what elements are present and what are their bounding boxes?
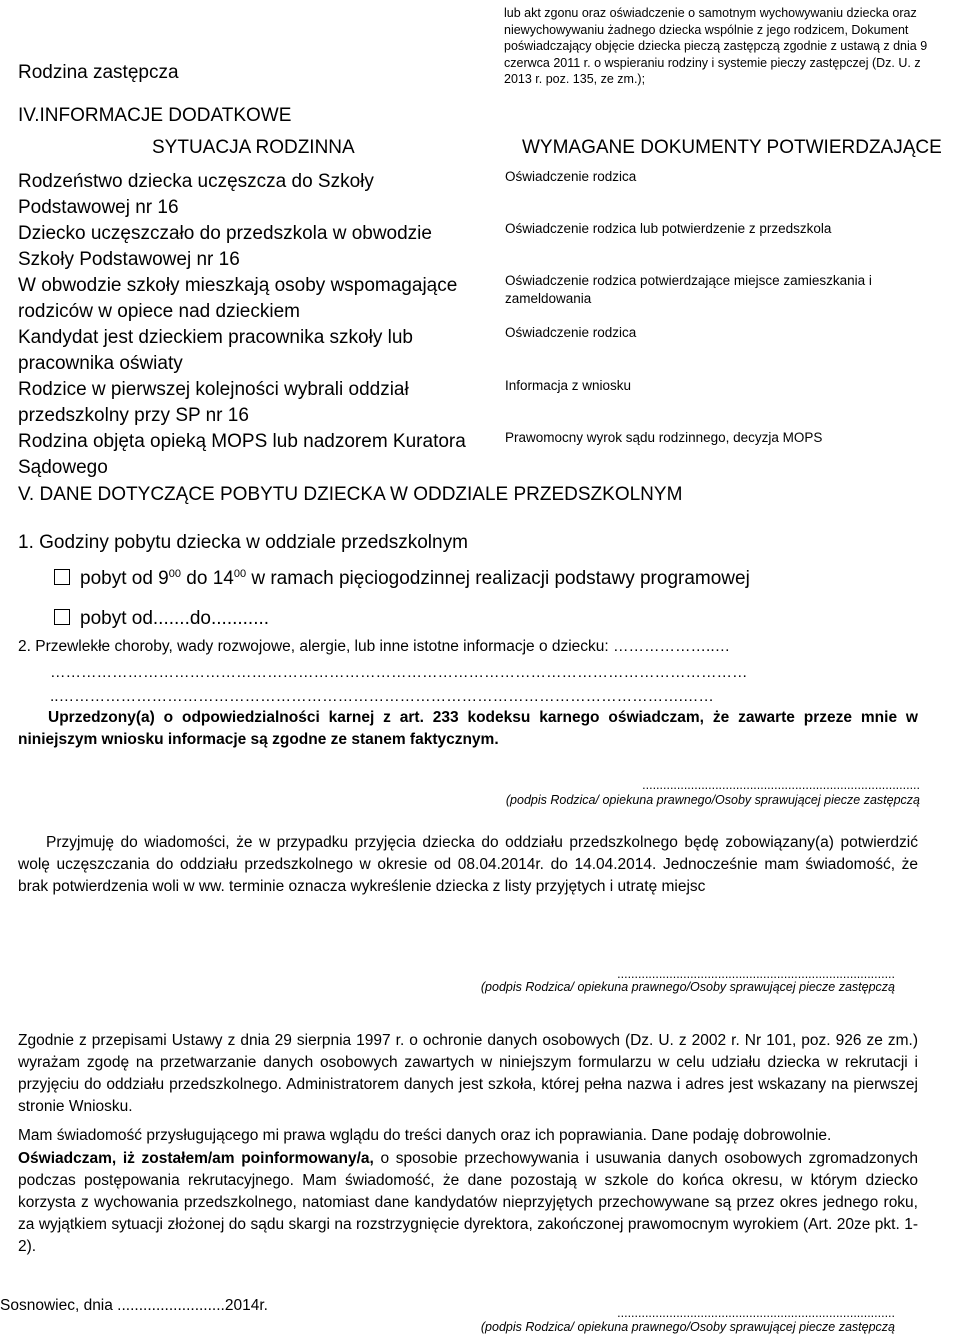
dots-line-1: ……………………………………………………………………………………………………………………… [50, 664, 748, 681]
situation-row-5: Rodzice w pierwszej kolejności wybrali oddział przedszkolny przy SP nr 16 [18, 379, 409, 426]
signature-line-2: ................................................................................ [617, 967, 895, 981]
information-statement: Oświadczam, iż zostałem/am poinformowany/a, o sposobie przechowywania i usuwania danych osobowych zgromadzonych podczas postępowania rekrutacyjnego. Mam świadomość, że dane pozostają w szkole do końca okresu, w którym dziecko korzysta z wychowania przedszkolnego, natomiast dane kandydatów nieprzyjętych przechowywane są przez okres jednego roku, za wyjątkiem sytuacji złożonej do sądu skargi na rozstrzygnięcie dyrektora, zakończonej prawomocnym wyrokiem (Art. 20ze pkt. 1-2). [18, 1150, 919, 1255]
question-1: 1. Godziny pobytu dziecka w oddziale przedszkolnym [18, 532, 468, 553]
data-protection-consent: Zgodnie z przepisami Ustawy z dnia 29 sierpnia 1997 r. o ochronie danych osobowych (Dz. U. z 2002 r. Nr 101, poz. 926 ze zm.) wyrażam zgodę na przetwarzanie danych osobowych zawartych w niniejszym formularzu w celu udziału dziecka w rekrutacji i przyjęciu do oddziału przedszkolnego. Administratorem danych jest szkoła, której pełna nazwa i adres jest wskazany na pierwszej stronie Wniosku. [18, 1032, 918, 1115]
document-row-3: Oświadczenie rodzica potwierdzające miejsce zamieszkania i zameldowania [505, 273, 872, 306]
checkbox-core-hours[interactable] [54, 569, 70, 585]
data-access-rights: Mam świadomość przysługującego mi prawa wglądu do treści danych oraz ich poprawiania. Dane podaję dobrowolnie. [18, 1127, 832, 1144]
document-row-5: Informacja z wniosku [505, 378, 632, 393]
signature-caption-3: (podpis Rodzica/ opiekuna prawnego/Osoby sprawującej piecze zastępczą [480, 1320, 895, 1334]
situation-row-2: Dziecko uczęszczało do przedszkola w obwodzie Szkoły Podstawowej nr 16 [18, 223, 432, 270]
option-hours-custom[interactable]: pobyt od.......do........... [54, 606, 269, 632]
checkbox-custom-hours[interactable] [54, 609, 70, 625]
option-hours-core[interactable]: pobyt od $9^{00}$ do $14^{00}$ w ramach pięciogodzinnej realizacji podstawy programowej [54, 566, 750, 592]
signature-line-1: ................................................................................ [642, 778, 920, 792]
family-label: Rodzina zastępcza [18, 62, 179, 83]
confirmation-text: Przyjmuję do wiadomości, że w przypadku przyjęcia dziecka do oddziału przedszkolnego będę zobowiązany(a) potwierdzić wolę uczęszczania do oddziału przedszkolnego w okresie od 08.04.2014r. do 14.04.2014. Jednocześnie mam świadomość, że brak potwierdzenia woli w ww. terminie oznacza wykreślenie dziecka z listy przyjętych i utratę miejsc [18, 834, 918, 895]
signature-line-3: ................................................................................ [617, 1306, 895, 1320]
place-date: Sosnowiec, dnia .........................2014r. [0, 1297, 268, 1314]
section4-title: IV.INFORMACJE DODATKOWE [18, 105, 292, 126]
dots-line-2: ..………………………………………………………………………………………………………….…… [50, 688, 714, 705]
document-row-2: Oświadczenie rodzica lub potwierdzenie z przedszkola [505, 221, 832, 236]
question-2: 2. Przewlekłe choroby, wady rozwojowe, alergie, lub inne istotne informacje o dziecku: ………………..… [18, 638, 731, 655]
signature-caption-1: (podpis Rodzica/ opiekuna prawnego/Osoby sprawującej piecze zastępczą [505, 793, 920, 807]
situation-row-1: Rodzeństwo dziecka uczęszcza do Szkoły Podstawowej nr 16 [18, 171, 374, 218]
signature-caption-2: (podpis Rodzica/ opiekuna prawnego/Osoby sprawującej piecze zastępczą [480, 980, 895, 994]
situation-row-4: Kandydat jest dzieckiem pracownika szkoły lub pracownika oświaty [18, 327, 413, 374]
document-row-1: Oświadczenie rodzica [505, 169, 637, 184]
col-left-header: SYTUACJA RODZINNA [152, 137, 355, 158]
family-docs: lub akt zgonu oraz oświadczenie o samotnym wychowywaniu dziecka oraz niewychowywaniu żadnego dziecka wspólnie z jego rodzicem, Dokument poświadczający objęcie dziecka pieczą zastępczą zgodnie z ustawą z dnia 9 czerwca 2011 r. o wspieraniu rodziny i systemie pieczy zastępczej (Dz. U. z 2013 r. poz. 135, ze zm.); [504, 6, 928, 86]
col-right-header: WYMAGANE DOKUMENTY POTWIERDZAJĄCE [522, 137, 942, 158]
situation-row-3: W obwodzie szkoły mieszkają osoby wspomagające rodziców w opiece nad dzieckiem [18, 275, 458, 322]
document-row-6: Prawomocny wyrok sądu rodzinnego, decyzja MOPS [505, 430, 823, 445]
document-row-4: Oświadczenie rodzica [505, 325, 637, 340]
section5-title: V. DANE DOTYCZĄCE POBYTU DZIECKA W ODDZIALE PRZEDSZKOLNYM [18, 484, 683, 505]
criminal-liability-statement: Uprzedzony(a) o odpowiedzialności karnej z art. 233 kodeksu karnego oświadczam, że zawarte przeze mnie w niniejszym wniosku informacje są zgodne ze stanem faktycznym. [18, 709, 918, 748]
situation-row-6: Rodzina objęta opieką MOPS lub nadzorem Kuratora Sądowego [18, 431, 466, 478]
